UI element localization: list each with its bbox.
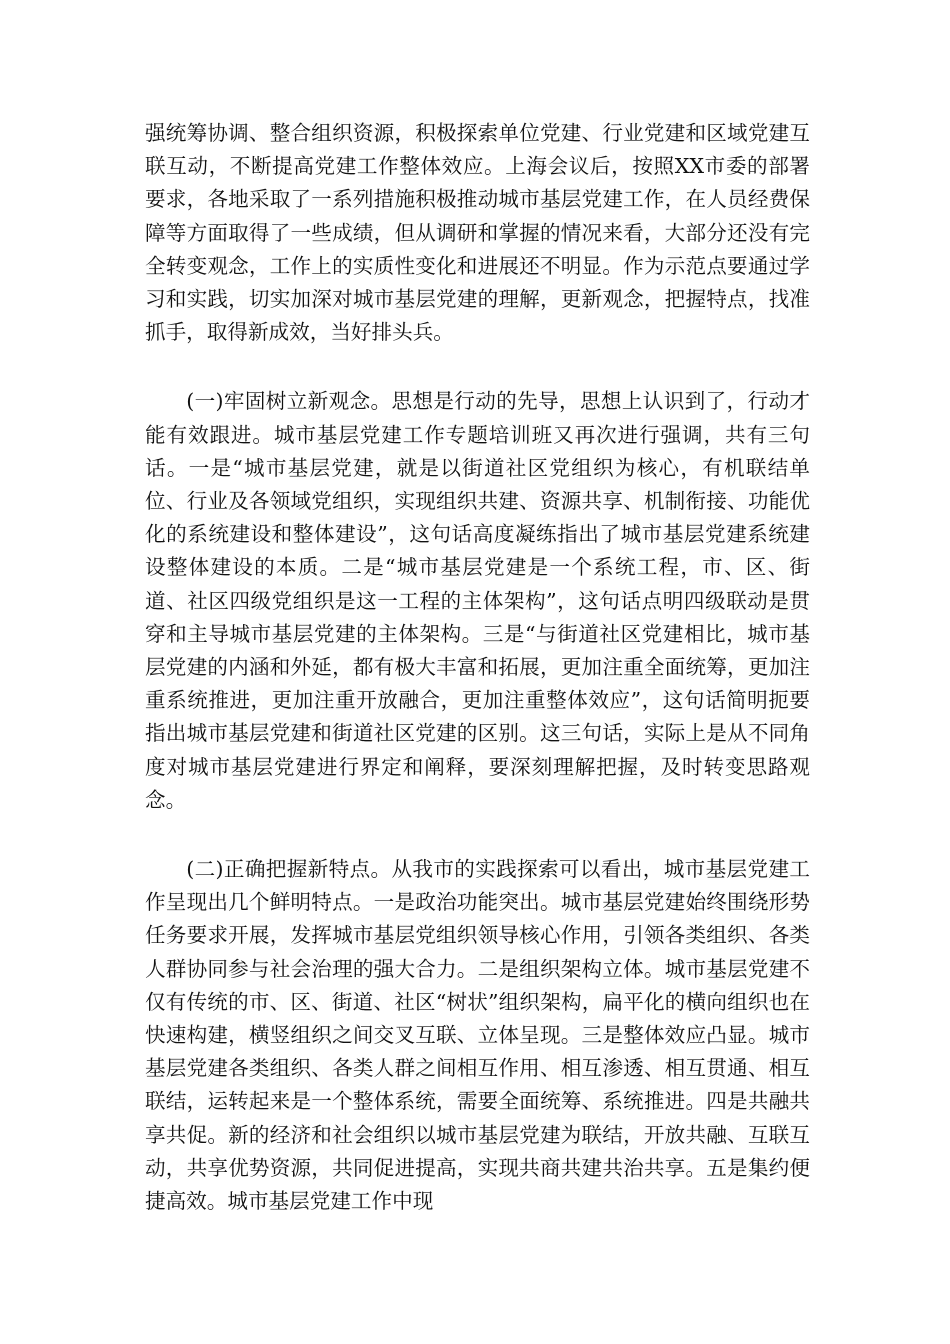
paragraph-section-2: (二)正确把握新特点。从我市的实践探索可以看出，城市基层党建工作呈现出几个鲜明特点。一是政治功能突出。城市基层党建始终围绕形势任务要求开展，发挥城市基层党组织领导核心作用，引领各类组织、各类人群协同参与社会治理的强大合力。二是组织架构立体。城市基层党建不仅有传统的市、区、街道、社区“树状”组织架构，扁平化的横向组织也在快速构建，横竖组织之间交叉互联、立体呈现。三是整体效应凸显。城市基层党建各类组织、各类人群之间相互作用、相互渗透、相互贯通、相互联结，运转起来是一个整体系统，需要全面统筹、系统推进。四是共融共享共促。新的经济和社会组织以城市基层党建为联结，开放共融、互联互动，共享优势资源，共同促进提高，实现共商共建共治共享。五是集约便捷高效。城市基层党建工作中现	[145, 857, 810, 1214]
paragraph-section-1: (一)牢固树立新观念。思想是行动的先导，思想上认识到了，行动才能有效跟进。城市基层党建工作专题培训班又再次进行强调，共有三句话。一是“城市基层党建，就是以街道社区党组织为核心，有机联结单位、行业及各领域党组织，实现组织共建、资源共享、机制衔接、功能优化的系统建设和整体建设”，这句话高度凝练指出了城市基层党建系统建设整体建设的本质。二是“城市基层党建是一个系统工程，市、区、街道、社区四级党组织是这一工程的主体架构”，这句话点明四级联动是贯穿和主导城市基层党建的主体架构。三是“与街道社区党建相比，城市基层党建的内涵和外延，都有极大丰富和拓展，更加注重全面统筹，更加注重系统推进，更加注重开放融合，更加注重整体效应”，这句话简明扼要指出城市基层党建和街道社区党建的区别。这三句话，实际上是从不同角度对城市基层党建进行界定和阐释，要深刻理解把握，及时转变思路观念。	[145, 389, 810, 812]
paragraph-intro: 强统筹协调、整合组织资源，积极探索单位党建、行业党建和区域党建互联互动，不断提高党建工作整体效应。上海会议后，按照XX市委的部署要求，各地采取了一系列措施积极推动城市基层党建工作，在人员经费保障等方面取得了一些成绩，但从调研和掌握的情况来看，大部分还没有完全转变观念，工作上的实质性变化和进展还不明显。作为示范点要通过学习和实践，切实加深对城市基层党建的理解，更新观念，把握特点，找准抓手，取得新成效，当好排头兵。	[145, 121, 810, 345]
document-body	[145, 117, 810, 1218]
